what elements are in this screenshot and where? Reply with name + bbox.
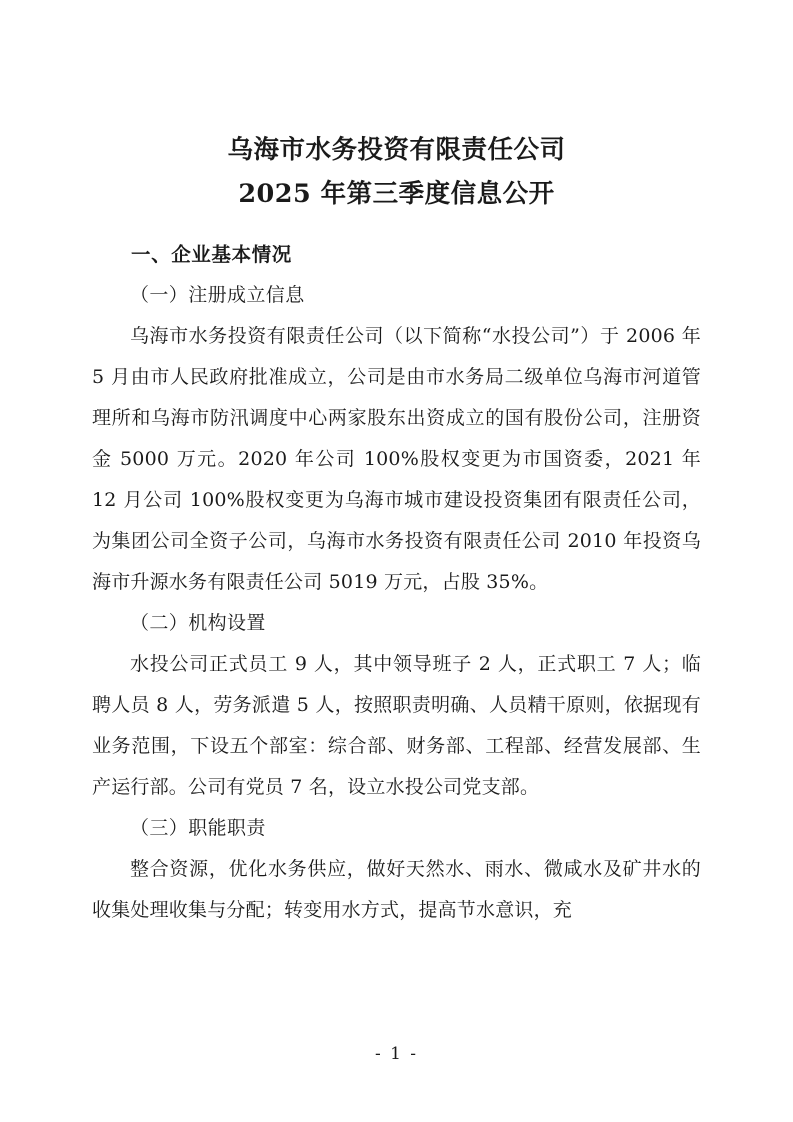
subsection-heading-3: （三）职能职责 [130, 817, 266, 839]
subsection-paragraph-1: 乌海市水务投资有限责任公司（以下简称“水投公司”）于 2006 年 5 月由市人民政府批准成立，公司是由市水务局二级单位乌海市河道管理所和乌海市防汛调度中心两家股东出资成立的国有股份公司，注册资金 5000 万元。2020 年公司 100%股权变更为市国资委，2021 年 12 月公司 100%股权变更为乌海市城市建设投资集团有限责任公司，为集团公司全资子公司，乌海市水务投资有限责任公司 2010 年投资乌海市升源水务有限责任公司 5019 万元，占股 35%。 [92, 325, 701, 593]
page-number: - 1 - [374, 1044, 419, 1064]
subsection-paragraph-3: 整合资源，优化水务供应，做好天然水、雨水、微咸水及矿井水的收集处理收集与分配；转变用水方式，提高节水意识，充 [92, 858, 701, 921]
section-heading-1: 一、企业基本情况 [131, 243, 292, 266]
subsection-heading-1: （一）注册成立信息 [130, 284, 305, 306]
page-title-line-2: 2025 年第三季度信息公开 [238, 179, 555, 209]
page-title [92, 128, 701, 216]
subsection-heading-2: （二）机构设置 [130, 612, 266, 634]
subsection-paragraph-2: 水投公司正式员工 9 人，其中领导班子 2 人，正式职工 7 人；临聘人员 8 人，劳务派遣 5 人，按照职责明确、人员精干原则，依据现有业务范围，下设五个部室：综合部、财务部、工程部、经营发展部、生产运行部。公司有党员 7 名，设立水投公司党支部。 [92, 653, 701, 798]
page-title-line-1: 乌海市水务投资有限责任公司 [227, 135, 566, 165]
